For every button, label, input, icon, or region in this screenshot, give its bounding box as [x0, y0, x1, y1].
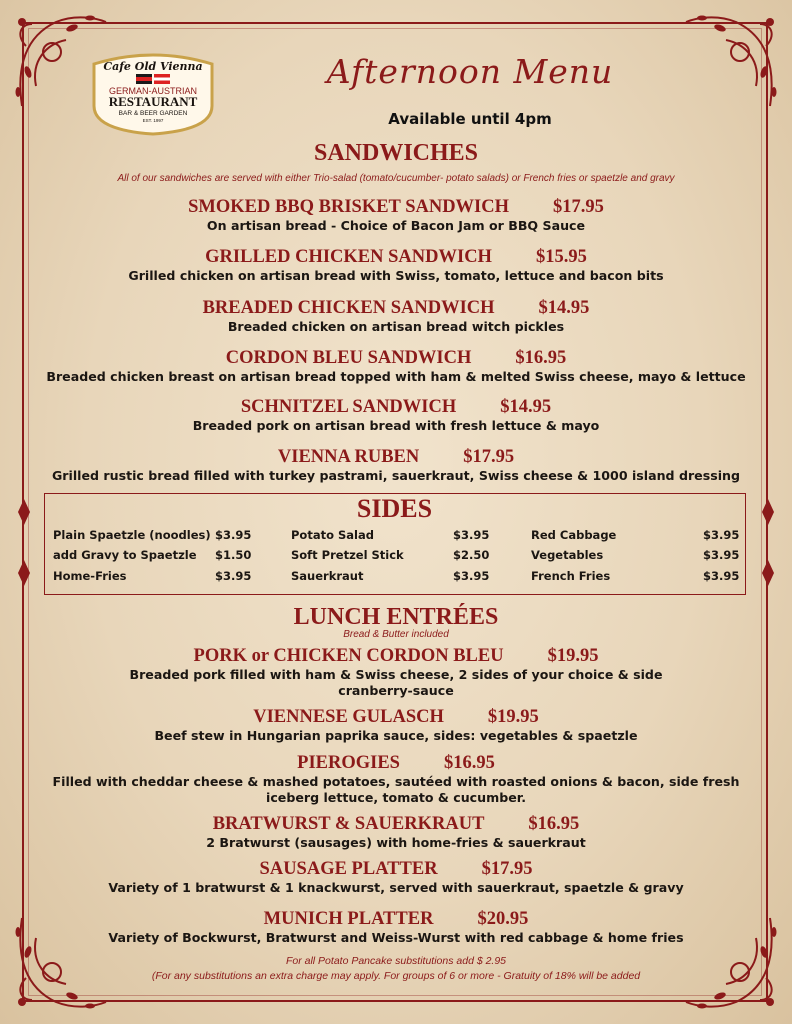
item-description: Filled with cheddar cheese & mashed potatoes, sautéed with roasted onions & bacon, side fresh: [52, 774, 740, 789]
item-name: PORK or CHICKEN CORDON BLEU: [193, 646, 504, 666]
item-description: Breaded chicken breast on artisan bread topped with ham & melted Swiss cheese, mayo & lettuce: [46, 369, 746, 384]
menu-item: [30, 908, 762, 946]
menu-item: [30, 706, 762, 744]
side-item-name: French Fries: [531, 569, 611, 583]
item-name: VIENNA RUBEN: [277, 447, 420, 467]
side-item-price: $3.95: [453, 528, 490, 542]
diamond-ornament-icon: [18, 499, 30, 525]
item-price: $15.95: [535, 247, 587, 267]
menu-item: [30, 813, 762, 851]
side-item-price: $3.95: [215, 528, 252, 542]
menu-item: [30, 297, 762, 335]
item-description: 2 Bratwurst (sausages) with home-fries & sauerkraut: [206, 835, 586, 850]
menu-item: [30, 858, 762, 896]
item-price: $16.95: [515, 348, 567, 368]
item-name: CORDON BLEU SANDWICH: [225, 348, 472, 368]
item-description-cont: cranberry-sauce: [338, 683, 454, 698]
menu-item: [30, 752, 762, 806]
menu-item: [30, 396, 762, 434]
footer-disclaimer: (For any substitutions an extra charge may apply. For groups of 6 or more - Gratuity of 18% will be added: [151, 970, 641, 982]
svg-text:Cafe Old Vienna: Cafe Old Vienna: [103, 60, 203, 73]
side-item-price: $1.50: [215, 548, 252, 562]
item-name: PIEROGIES: [297, 753, 400, 773]
item-price: $17.95: [553, 197, 604, 217]
item-price: $19.95: [487, 707, 539, 727]
item-description: Beef stew in Hungarian paprika sauce, sides: vegetables & spaetzle: [154, 728, 638, 743]
flourish-corner-icon: [676, 6, 786, 116]
side-item-name: Home-Fries: [53, 569, 127, 583]
side-item-price: $3.95: [453, 569, 490, 583]
svg-text:EST. 1997: EST. 1997: [142, 118, 164, 123]
item-price: $16.95: [443, 753, 495, 773]
svg-text:GERMAN-AUSTRIAN: GERMAN-AUSTRIAN: [108, 86, 198, 96]
item-price: $16.95: [528, 814, 580, 834]
sandwiches-note: All of our sandwiches are served with either Trio-salad (tomato/cucumber- potato salads) or French fries or spaetzle and gravy: [117, 173, 675, 184]
side-item-name: Plain Spaetzle (noodles): [53, 528, 211, 542]
item-name: BREADED CHICKEN SANDWICH: [202, 298, 495, 318]
menu-item: [30, 246, 762, 284]
sandwiches-heading: SANDWICHES: [313, 140, 479, 166]
side-item-price: $3.95: [703, 548, 740, 562]
menu-item: [30, 196, 762, 234]
entrees-note: Bread & Butter included: [343, 629, 449, 640]
sides-heading: SIDES: [356, 494, 433, 523]
item-description: Breaded pork filled with ham & Swiss cheese, 2 sides of your choice & side: [129, 667, 663, 682]
side-item-price: $3.95: [703, 528, 740, 542]
side-item-name: add Gravy to Spaetzle: [53, 548, 197, 562]
svg-text:RESTAURANT: RESTAURANT: [108, 94, 198, 109]
entrees-heading: LUNCH ENTRÉES: [293, 604, 499, 630]
item-price: $19.95: [547, 646, 599, 666]
item-description: Breaded chicken on artisan bread witch pickles: [227, 319, 565, 334]
side-item-name: Red Cabbage: [531, 528, 617, 542]
item-name: BRATWURST & SAUERKRAUT: [212, 814, 485, 834]
item-description: Breaded pork on artisan bread with fresh lettuce & mayo: [192, 418, 600, 433]
item-description: Grilled chicken on artisan bread with Swiss, tomato, lettuce and bacon bits: [128, 268, 664, 283]
side-item-name: Potato Salad: [291, 528, 374, 542]
side-item-name: Vegetables: [531, 548, 604, 562]
menu-item: [30, 645, 762, 699]
side-item-price: $3.95: [215, 569, 252, 583]
diamond-ornament-icon: [18, 560, 30, 586]
menu-title: Afternoon Menu: [326, 52, 614, 91]
item-description: On artisan bread - Choice of Bacon Jam or BBQ Sauce: [206, 218, 586, 233]
item-name: SMOKED BBQ BRISKET SANDWICH: [188, 197, 510, 217]
item-price: $17.95: [481, 859, 533, 879]
item-name: SAUSAGE PLATTER: [259, 859, 438, 879]
item-price: $17.95: [463, 447, 515, 467]
item-price: $20.95: [477, 909, 529, 929]
availability-note: Available until 4pm: [388, 110, 552, 128]
diamond-ornament-icon: [762, 560, 774, 586]
item-price: $14.95: [500, 397, 552, 417]
menu-item: [30, 446, 762, 484]
item-description: Grilled rustic bread filled with turkey pastrami, sauerkraut, Swiss cheese & 1000 island dressing: [51, 468, 741, 483]
diamond-ornament-icon: [762, 499, 774, 525]
sides-box: [44, 493, 746, 595]
side-item-name: Soft Pretzel Stick: [291, 548, 404, 562]
footer-note: For all Potato Pancake substitutions add $ 2.95: [285, 955, 507, 967]
restaurant-logo: [90, 50, 216, 136]
side-item-price: $3.95: [703, 569, 740, 583]
menu-item: [30, 347, 762, 385]
item-price: $14.95: [538, 298, 590, 318]
item-name: MUNICH PLATTER: [263, 909, 434, 929]
svg-text:BAR & BEER GARDEN: BAR & BEER GARDEN: [118, 110, 188, 117]
side-item-name: Sauerkraut: [291, 569, 364, 583]
item-name: GRILLED CHICKEN SANDWICH: [205, 247, 492, 267]
item-name: SCHNITZEL SANDWICH: [240, 397, 457, 417]
side-item-price: $2.50: [453, 548, 490, 562]
item-name: VIENNESE GULASCH: [253, 707, 444, 727]
item-description-cont: iceberg lettuce, tomato & cucumber.: [266, 790, 526, 805]
item-description: Variety of 1 bratwurst & 1 knackwurst, served with sauerkraut, spaetzle & gravy: [108, 880, 684, 895]
item-description: Variety of Bockwurst, Bratwurst and Weiss-Wurst with red cabbage & home fries: [108, 930, 684, 945]
